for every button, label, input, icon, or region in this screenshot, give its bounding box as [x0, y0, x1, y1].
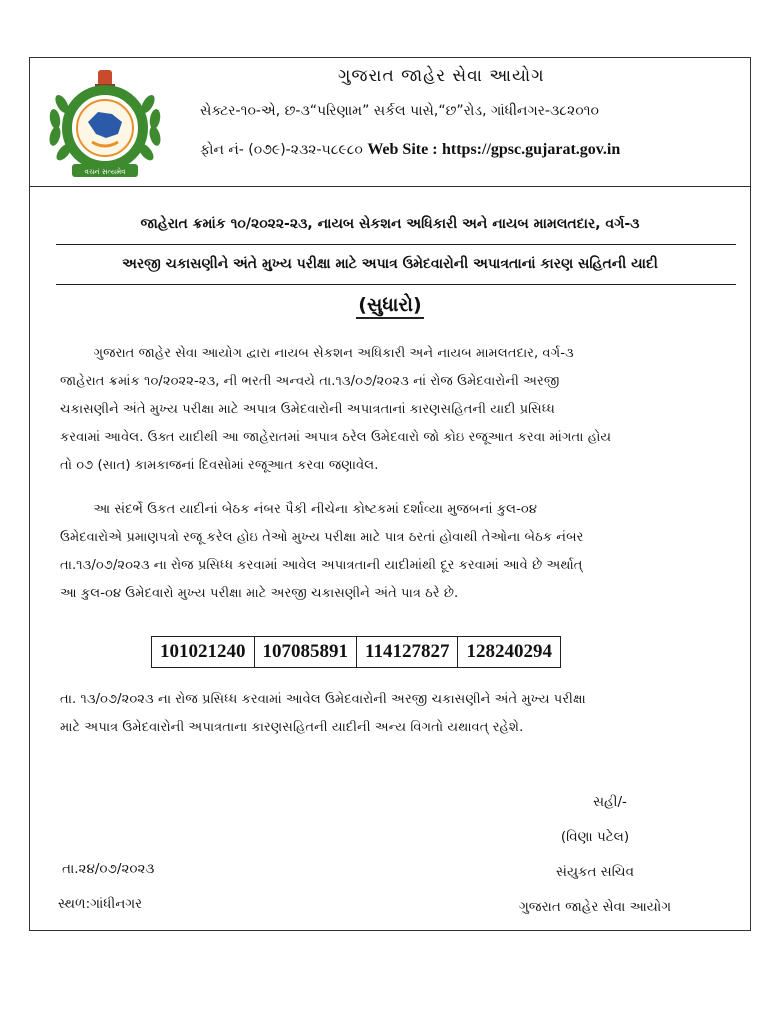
- paragraph-line: તા.૧૩/૦૭/૨૦૨૩ ના રોજ પ્રસિધ્ધ કરવામાં આવેલ અપાત્રતાની યાદીમાંથી દૂર કરવામાં આવે છે અર્થાત્: [60, 558, 583, 573]
- paragraph-line: તો ૦૭ (સાત) કામકાજનાં દિવસોમાં રજૂઆત કરવા જણાવેલ.: [60, 458, 379, 473]
- signatory-org: ગુજરાત જાહેર સેવા આયોગ: [518, 899, 672, 915]
- correction-label: [30, 294, 750, 316]
- paragraph-line: ઉમેદવારોએ પ્રમાણપત્રો રજૂ કરેલ હોઇ તેઓ મુખ્ય પરીક્ષા માટે પાત્ર ઠરતાં હોવાથી તેઓના બેઠક નંબર: [60, 530, 584, 545]
- notice-frame: [29, 57, 751, 931]
- gpsc-logo-emblem: [40, 64, 170, 180]
- seat-number-cell: 114127827: [357, 637, 458, 668]
- signature-block: [450, 785, 740, 925]
- title-divider: [56, 244, 736, 245]
- seat-number-table: [151, 636, 561, 668]
- issue-date: તા.૨૪/૦૭/૨૦૨૩: [62, 861, 155, 877]
- issue-place: સ્થળ:ગાંધીનગર: [58, 896, 143, 912]
- logo-motto: વચનં સત્યમેવ: [84, 168, 126, 176]
- paragraph-3: [60, 686, 746, 742]
- seat-number-cell: 128240294: [458, 637, 561, 668]
- notice-title-line-2: અરજી ચકાસણીને અંતે મુખ્ય પરીક્ષા માટે અપાત્ર ઉમેદવારોની અપાત્રતાનાં કારણ સહિતની યાદી: [122, 256, 658, 272]
- table-row: [152, 637, 561, 668]
- letterhead: [30, 58, 750, 187]
- date-place-block: [58, 852, 154, 922]
- signatory-designation: સંયુકત સચિવ: [556, 864, 634, 880]
- seat-number-cell: 107085891: [254, 637, 357, 668]
- paragraph-line: જાહેરાત ક્રમાંક ૧૦/૨૦૨૨-૨૩, ની ભરતી અન્વયે તા.૧૩/૦૭/૨૦૨૩ નાં રોજ ઉમેદવારોની અરજી: [60, 374, 560, 389]
- signature-mark: સહી/-: [593, 794, 627, 810]
- signatory-name: (વિણા પટેલ): [560, 829, 630, 845]
- org-name: ગુજરાત જાહેર સેવા આયોગ: [338, 66, 545, 86]
- website-link[interactable]: https://gpsc.gujarat.gov.in: [441, 141, 621, 158]
- seat-number-cell: 101021240: [152, 637, 255, 668]
- phone-number: ફોન નં- (૦૭૯)-૨૩૨-૫૮૯૮૦: [200, 142, 363, 158]
- website-label: Web Site :: [367, 141, 438, 158]
- notice-title-line-1: જાહેરાત ક્રમાંક ૧૦/૨૦૨૨-૨૩, નાયબ સેકશન અધિકારી અને નાયબ મામલતદાર, વર્ગ-૩: [140, 216, 640, 232]
- paragraph-line: ગુજરાત જાહેર સેવા આયોગ દ્વારા નાયબ સેકશન અધિકારી અને નાયબ મામલતદાર, વર્ગ-૩: [60, 346, 574, 361]
- paragraph-line: કરવામાં આવેલ. ઉક્ત યાદીથી આ જાહેરાતમાં અપાત્ર ઠરેલ ઉમેદવારો જો કોઇ રજૂઆત કરવા માંગતા હોય: [60, 430, 612, 445]
- org-address: સેક્ટર-૧૦-એ, છ-૩“પરિણામ” સર્કલ પાસે,“છ”રોડ, ગાંધીનગર-૩૮૨૦૧૦: [200, 103, 599, 119]
- paragraph-line: ચકાસણીને અંતે મુખ્ય પરીક્ષા માટે અપાત્ર ઉમેદવારોની અપાત્રતાનાં કારણસહિતની યાદી પ્રસિધ્ધ: [60, 402, 555, 417]
- paragraph-1: [60, 340, 746, 480]
- title-divider: [56, 284, 736, 285]
- paragraph-2: [60, 496, 746, 608]
- paragraph-line: આ સંદર્ભે ઉકત યાદીનાં બેઠક નંબર પૈકી નીચેના કોષ્ટકમાં દર્શાવ્યા મુજબનાં કુલ-૦૪: [60, 502, 537, 517]
- paragraph-line: તા. ૧૩/૦૭/૨૦૨૩ ના રોજ પ્રસિધ્ધ કરવામાં આવેલ ઉમેદવારોની અરજી ચકાસણીને અંતે મુખ્ય પરીક્ષા: [60, 692, 586, 707]
- paragraph-line: આ કુલ-૦૪ ઉમેદવારો મુખ્ય પરીક્ષા માટે અરજી ચકાસણીને અંતે પાત્ર ઠરે છે.: [60, 586, 459, 601]
- paragraph-line: માટે અપાત્ર ઉમેદવારોની અપાત્રતાના કારણસહિતની યાદીની અન્ય વિગતો યથાવત્ રહેશે.: [60, 720, 524, 735]
- org-contact: [200, 141, 620, 159]
- correction-label-text: (સુધારો): [356, 294, 423, 319]
